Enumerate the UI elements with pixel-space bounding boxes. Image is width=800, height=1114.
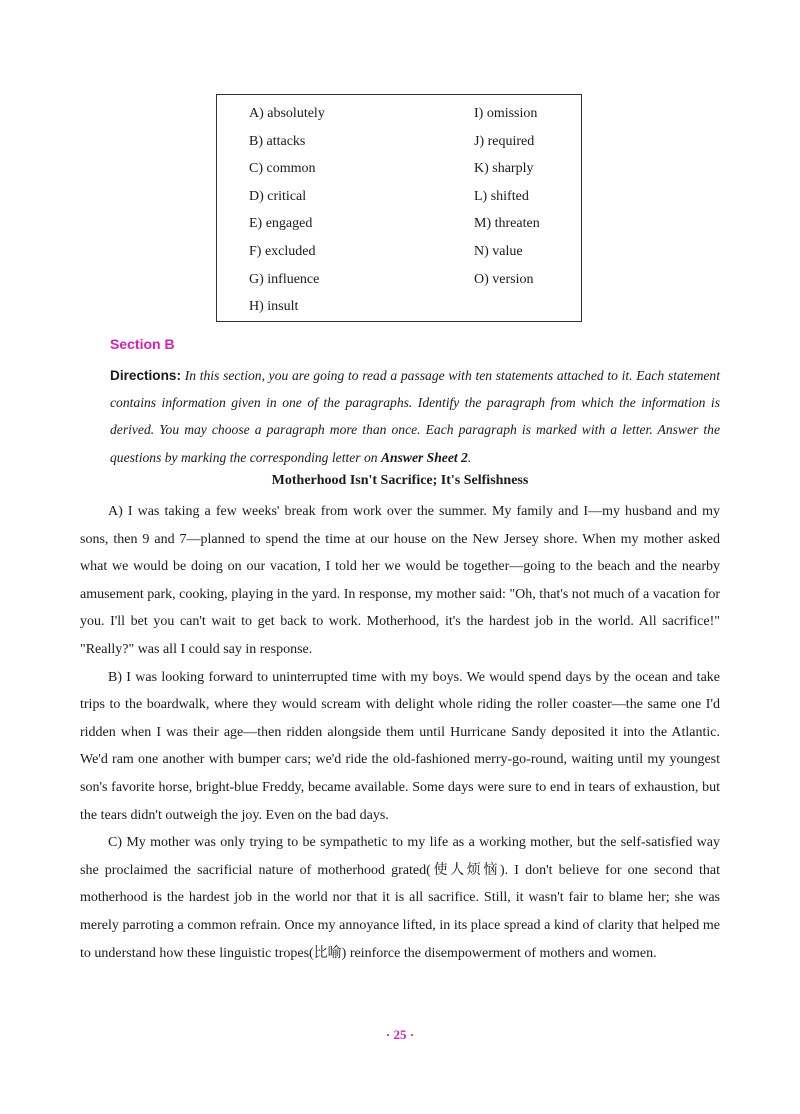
paragraph-c: C) My mother was only trying to be sympathetic to my life as a working mother, but the self-satisfied way she proclaimed the sacrificial nature of motherhood grated(使人烦恼). I don't believe for one second that motherhood is the hardest job in the world nor that it is all sacrifice. Still, it wasn't fair to blame her; she was merely parroting a common refrain. Once my annoyance lifted, in its place spread a kind of clarity that helped me to understand how these linguistic tropes(比喻) reinforce the disempowerment of mothers and women. bbox=[80, 835, 720, 961]
word-option: G) influence bbox=[249, 271, 320, 287]
word-option: F) excluded bbox=[249, 243, 316, 259]
directions bbox=[110, 362, 720, 471]
word-option: J) required bbox=[474, 133, 535, 149]
answer-sheet-label: Answer Sheet 2 bbox=[380, 449, 468, 465]
directions-label: Directions: bbox=[110, 368, 182, 383]
word-option: O) version bbox=[474, 271, 534, 287]
word-option: A) absolutely bbox=[249, 106, 325, 121]
word-option: K) sharply bbox=[474, 161, 534, 177]
word-option: N) value bbox=[474, 243, 523, 259]
word-option: C) common bbox=[249, 161, 316, 177]
paragraph-b: B) I was looking forward to uninterrupted time with my boys. We would spend days by the ocean and take trips to the boardwalk, where they would scream with delight whole riding the roller coaster—the same one I'd ridden when I was their age—then ridden alongside them until Hurricane Sandy deposited it into the Atlantic. We'd ram one another with bumper cars; we'd ride the old-fashioned merry-go-round, waiting until my youngest son's favorite horse, bright-blue Freddy, became available. Some days were sure to end in tears of exhaustion, but the tears didn't outweigh the joy. Even on the bad days. bbox=[80, 669, 720, 823]
section-title: Section B bbox=[110, 336, 175, 352]
paragraph-a: A) I was taking a few weeks' break from work over the summer. My family and I—my husband and my sons, then 9 and 7—planned to spend the time at our house on the New Jersey shore. When my mother asked what we would be doing on our vacation, I told her we would be together—going to the beach and the nearby amusement park, cooking, playing in the yard. In response, my mother said: "Oh, that's not much of a vacation for you. I'll bet you can't wait to get back to work. Motherhood, it's the hardest job in the world. All sacrifice!" "Really?" was all I could say in response. bbox=[80, 504, 720, 657]
passage-title: Motherhood Isn't Sacrifice; It's Selfishness bbox=[271, 473, 529, 488]
directions-text: In this section, you are going to read a passage with ten statements attached to it. Each statement contains information given in one of the paragraphs. Identify the paragraph from which the information is derived. You may choose a paragraph more than once. Each paragraph is marked with a letter. Answer the questions by marking the corresponding letter on bbox=[110, 368, 720, 465]
word-bank-box bbox=[216, 94, 582, 322]
word-option: L) shifted bbox=[474, 188, 529, 204]
word-option: M) threaten bbox=[474, 216, 540, 232]
directions-end: . bbox=[467, 449, 472, 465]
word-bank-right-column bbox=[474, 104, 540, 297]
word-option: B) attacks bbox=[249, 133, 306, 149]
page-number: · 25 · bbox=[385, 1027, 415, 1042]
word-bank-left-column bbox=[249, 104, 325, 325]
word-option: I) omission bbox=[474, 106, 538, 121]
word-option: E) engaged bbox=[249, 216, 313, 232]
word-option: D) critical bbox=[249, 188, 307, 204]
word-option: H) insult bbox=[249, 299, 299, 315]
passage-body bbox=[80, 498, 720, 967]
